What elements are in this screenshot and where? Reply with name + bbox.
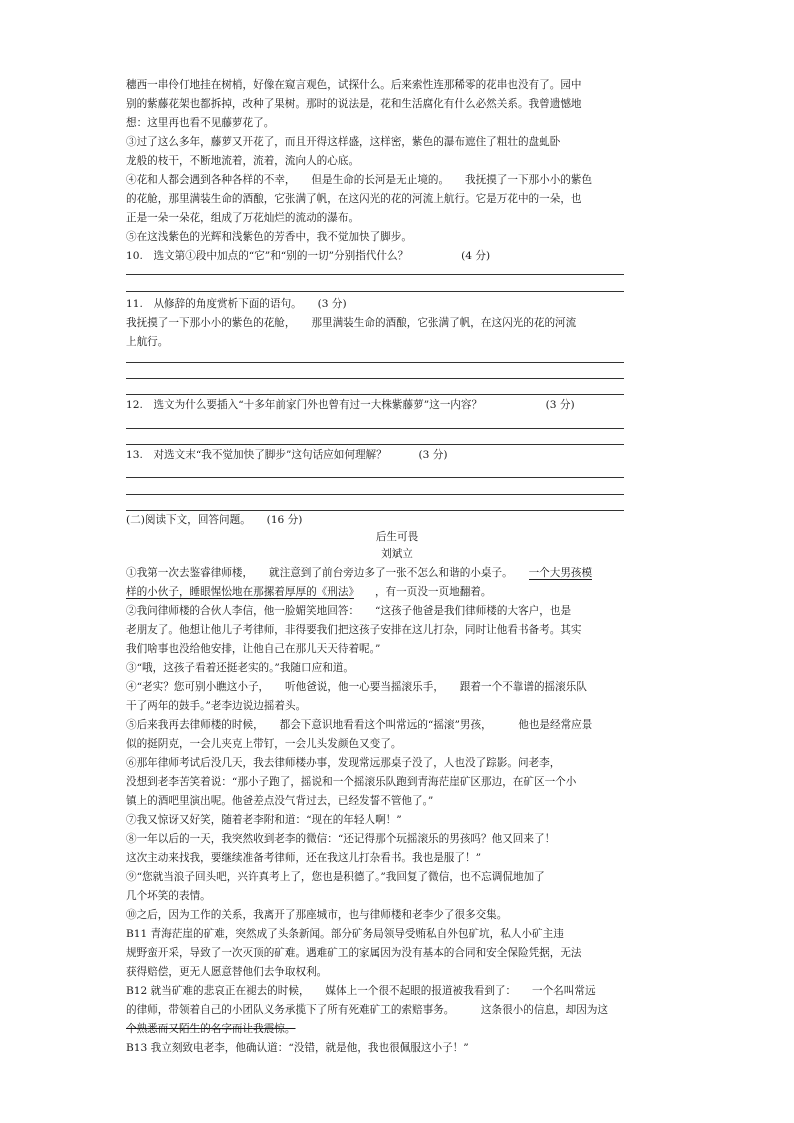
section-header: (二)阅读下文，回答问题。 (16 分) (126, 514, 303, 526)
passage2-line: 这次主动来找我，要继续准备考律师，还在我这儿打杂看书。我也是服了！” (126, 852, 482, 864)
article-author: 刘斌立 (381, 548, 413, 560)
passage2-line: 没想到老李苦笑着说：“那小子跑了，摇说和一个摇滚乐队跑到青海茫崖矿区那边，在矿区一个小 (126, 776, 577, 788)
passage2-text: ①我第一次去鉴睿律师楼， 就注意到了前台旁边多了一张不怎么和谐的小桌子。 (126, 567, 529, 579)
article-title: 后生可畏 (375, 531, 419, 543)
passage2-line: ⑩之后，因为工作的关系，我离开了那座城市，也与律师楼和老李少了很多交集。 (126, 909, 508, 921)
passage2-line: ⑦我又惊讶又好笑，随着老李附和道：“现在的年轻人啊！” (126, 814, 402, 826)
answer-line[interactable] (126, 428, 624, 429)
passage2-line: ⑥那年律师考试后没几天，我去律师楼办事，发现常远那桌子没了，人也没了踪影。问老李， (126, 757, 561, 769)
answer-line[interactable] (126, 378, 624, 379)
passage2-line: 个熟悉而又陌生的名字而让我震惊。 (126, 1023, 296, 1035)
question-11: 11. 从修辞的角度赏析下面的语句。 (3 分) (126, 298, 347, 310)
question-13: 13. 对选文末“我不觉加快了脚步”这句话应如何理解？ (3 分) (126, 449, 448, 461)
answer-line[interactable] (126, 362, 624, 363)
question-11-quote: 我抚摸了一下那小小的紫色的花舱， 那里满装生命的酒酿，它张满了帆，在这闪光的花的河流 (126, 317, 577, 329)
passage2-line: ⑧一年以后的一天，我突然收到老李的微信：“还记得那个玩摇滚乐的男孩吗？他又回来了！ (126, 833, 556, 845)
passage1-line: 龙般的枝干，不断地流着，流着，流向人的心底。 (126, 155, 360, 167)
passage2-line: 干了两年的鼓手。”老李边说边摇着头。 (126, 700, 307, 712)
passage2-line: B12 就当矿难的悲哀正在褪去的时候， 媒体上一个很不起眼的报道被我看到了： 一个名叫常远 (126, 985, 596, 997)
answer-line[interactable] (126, 494, 624, 495)
passage2-line: 规野蛮开采，导致了一次灭顶的矿难。遇难矿工的家属因为没有基本的合同和安全保险凭据，无法 (126, 947, 582, 959)
passage1-line: 的花舱，那里满装生命的酒酿，它张满了帆，在这闪光的花的河流上航行。它是万花中的一朵，也 (126, 193, 582, 205)
passage2-line: ⑨“您就当浪子回头吧，兴许真考上了，您也是积德了。”我回复了微信，也不忘调侃地加了 (126, 871, 545, 883)
passage2-line: 的律师，带领着自己的小团队义务承揽下了所有死难矿工的索赔事务。 这条很小的信息，却因为这 (126, 1004, 609, 1016)
answer-line[interactable] (126, 444, 624, 445)
passage1-line: 想：这里再也看不见藤萝花了。 (126, 117, 275, 129)
passage2-line: ②我问律师楼的合伙人李信，他一脸媚笑地回答： “这孩子他爸是我们律师楼的大客户，也是 (126, 605, 572, 617)
passage1-line: ③过了这么多年，藤萝又开花了，而且开得这样盛，这样密，紫色的瀑布遮住了粗壮的盘虬卧 (126, 136, 561, 148)
question-11-quote: 上航行。 (126, 336, 169, 348)
passage2-text: ，有一页没一页地翻着。 (353, 586, 492, 598)
passage2-line: ③“哦，这孩子看着还挺老实的。”我随口应和道。 (126, 662, 354, 674)
question-10: 10. 选文第①段中加点的“它”和“别的一切”分别指代什么？ (4 分) (126, 250, 491, 262)
passage2-line: 几个坏笑的表情。 (126, 890, 211, 902)
passage1-line: 别的紫藤花架也都拆掉，改种了果树。那时的说法是，花和生活腐化有什么必然关系。我曾遗憾地 (126, 98, 582, 110)
passage2-line: 镇上的酒吧里演出呢。他爸差点没气背过去，已经发誓不管他了。” (126, 795, 434, 807)
answer-line[interactable] (126, 510, 624, 511)
passage2-line: 我们啥事也没给他安排，让他自己在那儿天天待着呢。” (126, 643, 381, 655)
answer-line[interactable] (126, 274, 624, 275)
passage2-line: 似的挺阴克，一会儿夹克上带钉，一会儿头发颜色又变了。 (126, 738, 402, 750)
passage2-line (126, 566, 592, 580)
passage2-line: ④“老实？您可别小瞧这小子， 听他爸说，他一心要当摇滚乐手， 跟着一个不靠谱的摇滚乐队 (126, 681, 587, 693)
answer-line[interactable] (126, 477, 624, 478)
passage2-line: 获得赔偿，更无人愿意替他们去争取权利。 (126, 966, 328, 978)
passage1-line: ⑤在这浅紫色的光辉和浅紫色的芳香中，我不觉加快了脚步。 (126, 231, 413, 243)
passage1-line: ④花和人都会遇到各种各样的不幸， 但是生命的长河是无止境的。 我抚摸了一下那小小的紫色 (126, 174, 593, 186)
question-12: 12. 选文为什么要插入“十多年前家门外也曾有过一大株紫藤萝”这一内容？ (3 分) (126, 399, 575, 411)
passage2-line (126, 585, 491, 599)
underlined-text: 一个大男孩模 (528, 567, 593, 579)
passage2-line: 老朋友了。他想让他儿子考律师，非得要我们把这孩子安排在这儿打杂，同时让他看书备考。其实 (126, 624, 582, 636)
underlined-text: 样的小伙子，睡眼惺忪地在那摞着厚厚的《刑法》 (126, 586, 354, 598)
passage1-line: 穗西一串伶仃地挂在树梢，好像在窥言观色，试探什么。后来索性连那稀零的花串也没有了。园中 (126, 79, 582, 91)
answer-line[interactable] (126, 291, 624, 292)
answer-line[interactable] (126, 394, 624, 395)
passage1-line: 正是一朵一朵花，组成了万花灿烂的流动的瀑布。 (126, 212, 360, 224)
passage2-line: ⑤后来我再去律师楼的时候， 都会下意识地看看这个叫常远的“摇滚”男孩， 他也是经常应景 (126, 719, 593, 731)
passage2-line: B11 青海茫崖的矿难，突然成了头条新闻。部分矿务局领导受贿私自外包矿坑，私人小矿主违 (126, 928, 564, 940)
passage2-line: B13 我立刻致电老李，他确认道：“没错，就是他，我也很佩服这小子！” (126, 1042, 469, 1054)
